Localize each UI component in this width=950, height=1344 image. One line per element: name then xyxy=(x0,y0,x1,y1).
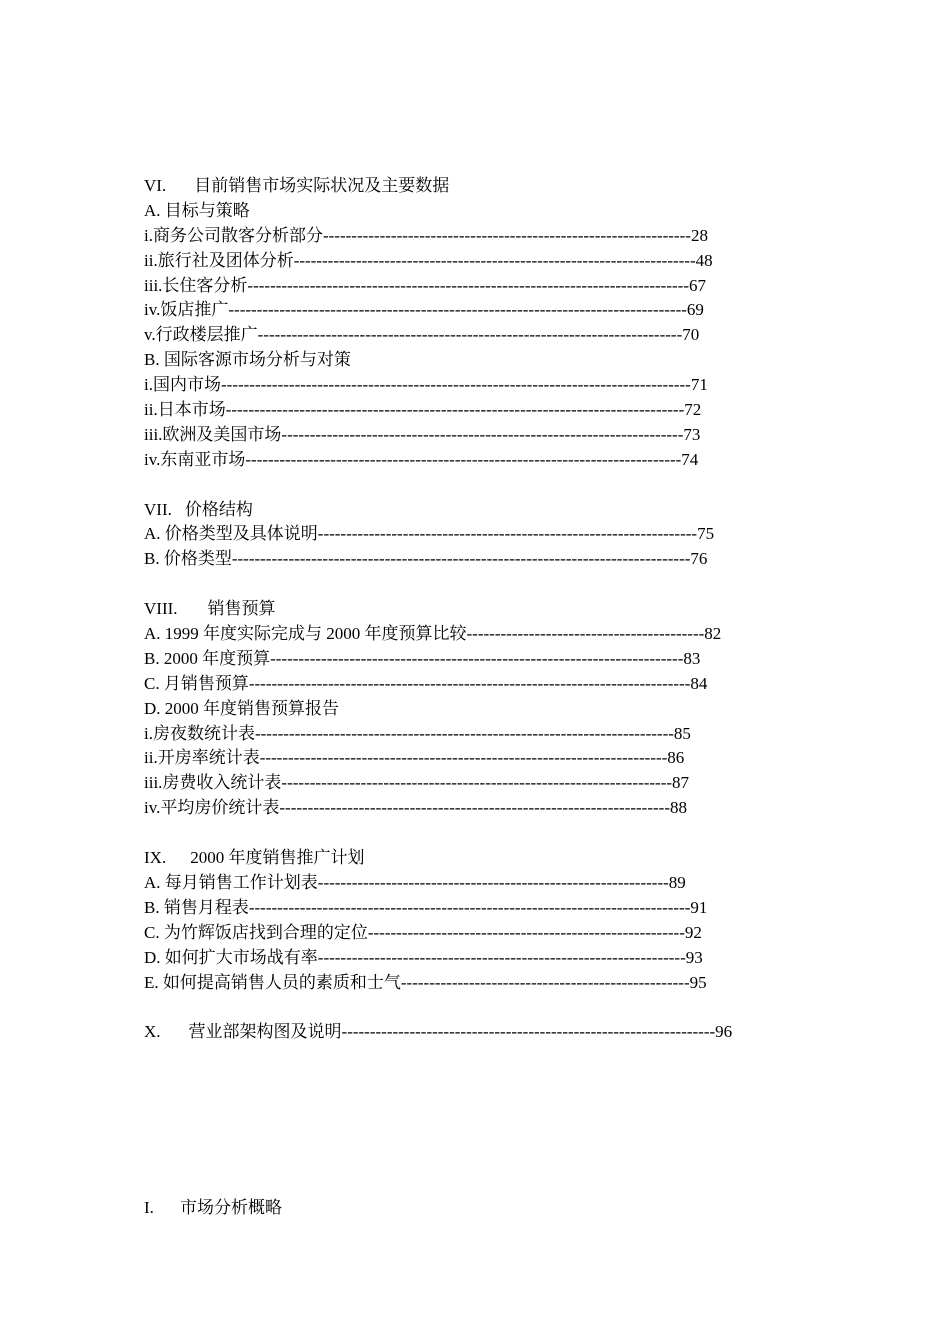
toc-entry: iii.房费收入统计表---------------------------------------------------------------------87 xyxy=(144,773,690,793)
toc-entry: A. 1999 年度实际完成与 2000 年度预算比较------------------------------------------82 xyxy=(144,624,722,644)
toc-entry: i.房夜数统计表--------------------------------------------------------------------------85 xyxy=(144,723,691,743)
toc-entry: i.国内市场-----------------------------------------------------------------------------------71 xyxy=(144,375,708,395)
section-title: 市场分析概略 xyxy=(180,1198,282,1217)
toc-entry: iv.饭店推广---------------------------------------------------------------------------------69 xyxy=(144,300,704,320)
toc-entry: B. 价格类型---------------------------------------------------------------------------------76 xyxy=(144,549,708,569)
blank-line xyxy=(144,473,844,498)
section-title: 价格结构 xyxy=(184,499,253,519)
toc-entry: iii.长住客分析------------------------------------------------------------------------------67 xyxy=(144,275,706,295)
section-numeral: VI. xyxy=(144,176,167,195)
toc-entry: B. 国际客源市场分析与对策 xyxy=(144,350,351,370)
toc-section-heading xyxy=(144,1020,844,1045)
toc-section-heading xyxy=(144,846,844,871)
table-of-contents xyxy=(144,174,844,1045)
toc-entry: v.行政楼层推广---------------------------------------------------------------------------70 xyxy=(144,325,700,345)
toc-section-heading xyxy=(144,498,844,523)
toc-entry: B. 销售月程表------------------------------------------------------------------------------91 xyxy=(144,897,708,917)
section-numeral: VIII. xyxy=(144,599,178,619)
toc-section-heading xyxy=(144,597,844,622)
section-title: 销售预算 xyxy=(207,599,276,619)
toc-entry: ii.日本市场---------------------------------------------------------------------------------72 xyxy=(144,400,702,420)
toc-entry: i.商务公司散客分析部分-----------------------------------------------------------------28 xyxy=(144,225,708,245)
section-numeral: VII. xyxy=(144,499,172,519)
toc-section-heading xyxy=(144,174,844,199)
section-title: 营业部架构图及说明------------------------------------------------------------------96 xyxy=(188,1022,733,1042)
section-title: 2000 年度销售推广计划 xyxy=(190,848,365,868)
toc-entry: iv.东南亚市场-----------------------------------------------------------------------------74 xyxy=(144,449,699,469)
toc-entry: iii.欧洲及美国市场-----------------------------------------------------------------------73 xyxy=(144,424,701,444)
toc-entry: A. 每月销售工作计划表--------------------------------------------------------------89 xyxy=(144,872,686,892)
toc-entry: A. 价格类型及具体说明-------------------------------------------------------------------75 xyxy=(144,524,715,544)
section-numeral: X. xyxy=(144,1022,161,1042)
toc-entry: ii.旅行社及团体分析-----------------------------------------------------------------------48 xyxy=(144,250,713,270)
toc-entry: D. 2000 年度销售预算报告 xyxy=(144,698,340,718)
blank-line xyxy=(144,572,844,597)
section-title: 目前销售市场实际状况及主要数据 xyxy=(194,176,450,195)
blank-line xyxy=(144,821,844,846)
section-heading-i xyxy=(144,1196,282,1220)
blank-line xyxy=(144,995,844,1020)
toc-entry: E. 如何提高销售人员的素质和士气---------------------------------------------------95 xyxy=(144,972,707,992)
toc-entry: C. 月销售预算------------------------------------------------------------------------------84 xyxy=(144,673,708,693)
toc-entry: ii.开房率统计表------------------------------------------------------------------------86 xyxy=(144,748,685,768)
toc-entry: B. 2000 年度预算-------------------------------------------------------------------------83 xyxy=(144,648,701,668)
toc-entry: D. 如何扩大市场战有率-----------------------------------------------------------------93 xyxy=(144,947,703,967)
toc-entry: C. 为竹辉饭店找到合理的定位--------------------------------------------------------92 xyxy=(144,922,702,942)
section-numeral: I. xyxy=(144,1198,154,1217)
section-numeral: IX. xyxy=(144,848,167,868)
toc-entry: A. 目标与策略 xyxy=(144,200,250,220)
toc-entry: iv.平均房价统计表---------------------------------------------------------------------88 xyxy=(144,798,687,818)
